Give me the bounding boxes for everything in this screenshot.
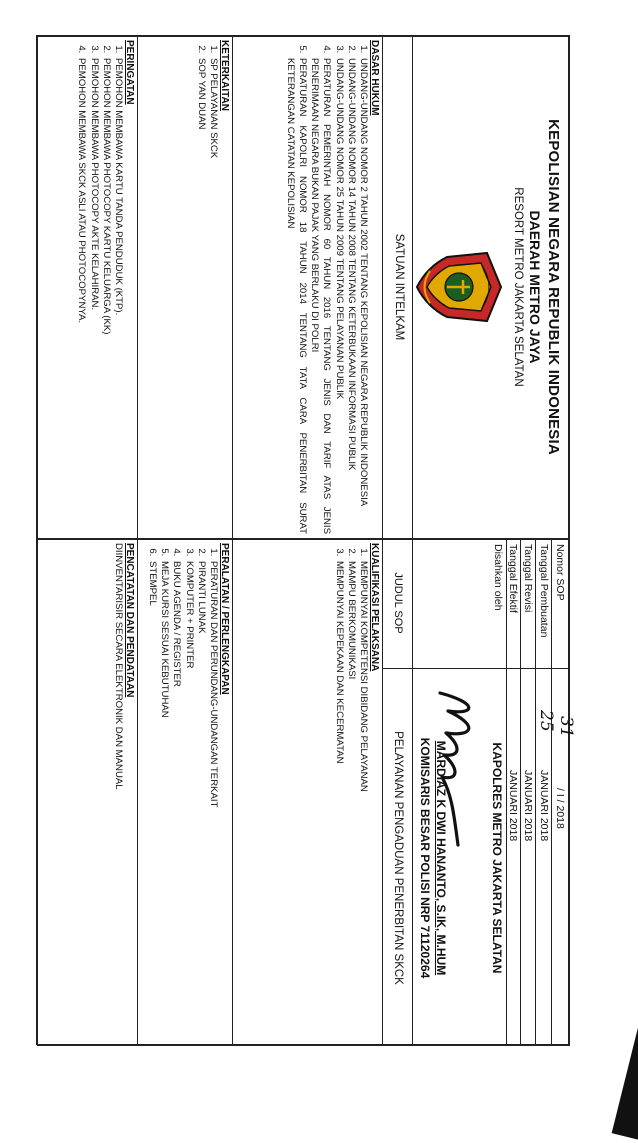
peringatan-item: 2. PEMOHON MEMBAWA PHOTOCOPY KARTU KELUARGA (KK) — [100, 56, 112, 534]
dasar-hukum-item: 3. UNDANG-UNDANG NOMOR 25 TAHUN 2009 TENTANG PELAYANAN PUBLIK — [332, 56, 344, 534]
dasar-hukum-item: 1. UNDANG-UNDANG NOMOR 2 TAHUN 2002 TENTANG KEPOLISIAN NEGARA REPUBLIK INDONESIA — [357, 56, 369, 534]
table-center-divider — [37, 538, 570, 540]
peralatan-item: 4. BUKU AGENDA / REGISTER — [170, 559, 182, 1039]
region-title: DAERAH METRO JAYA — [527, 210, 543, 364]
pencatatan-heading: PENCATATAN DAN PENDATAAN — [124, 543, 135, 698]
peringatan-item: 4. PEMOHON MEMBAWA SKCK ASLI ATAU PHOTOCOPYNYA. — [75, 56, 87, 534]
peringatan-item: 3. PEMOHON MEMBAWA PHOTOCOPY AKTE KELAHIRAN. — [87, 56, 99, 534]
kualifikasi-item: 3. MEMPUNYAI KEPEKAAN DAN KECERMATAN — [332, 559, 344, 1039]
meta-value-tanggal-pembuatan: JANUARI 2018 — [538, 770, 550, 842]
peringatan-item: 1. PEMOHON MEMBAWA KARTU TANDA PENDUDUK (KTP). — [112, 56, 124, 534]
meta-handwritten-day: 25 — [536, 710, 556, 732]
meta-label-tanggal-efektif: Tanggal Efektif — [507, 544, 519, 613]
meta-label-tanggal-pembuatan: Tanggal Pembuatan — [538, 544, 550, 638]
keterkaitan-list — [195, 40, 219, 534]
signer-name: MARDIAZ K DWI HANANTO, S.IK, M.HUM — [434, 740, 448, 976]
meta-value-disahkan-oleh: KAPOLRES METRO JAKARTA SELATAN — [490, 742, 504, 974]
peralatan-heading: PERALATAN / PERLENGKAPAN — [219, 543, 230, 695]
kualifikasi-section — [332, 543, 380, 1039]
peralatan-item: 3. KOMPUTER + PRINTER — [182, 559, 194, 1039]
keterkaitan-heading: KETERKAITAN — [219, 40, 230, 111]
resort-title: RESORT METRO JAKARTA SELATAN — [512, 187, 524, 387]
dasar-hukum-list — [284, 40, 369, 534]
divider-judul-kualifikasi — [382, 538, 383, 1045]
meta-value-tanggal-revisi: JANUARI 2018 — [522, 770, 534, 842]
meta-value-nomor-sop: / I / 2018 — [554, 788, 566, 829]
pencatatan-section — [112, 543, 135, 1039]
keterkaitan-item: 1. SP PELAYANAN SKCK — [207, 56, 219, 534]
meta-label-disahkan-oleh: Disahkan oleh — [492, 544, 504, 611]
peralatan-section — [146, 543, 230, 1039]
peralatan-item: 5. MEJA KURSI SESUAI KEBUTUHAN — [158, 559, 170, 1039]
divider-kualifikasi-peralatan — [232, 538, 233, 1045]
police-emblem-logo — [415, 247, 505, 327]
divider-peralatan-pencatatan — [137, 538, 138, 1045]
divider-dasar-keterkaitan — [232, 35, 233, 539]
meta-handwritten-number: 31 — [556, 716, 576, 738]
divider-meta-2 — [535, 538, 536, 1045]
unit-title: SATUAN INTELKAM — [393, 233, 405, 341]
divider-meta-1 — [551, 538, 552, 1045]
table-border-bottom — [37, 35, 39, 1045]
dasar-hukum-section — [284, 40, 380, 534]
dasar-hukum-heading: DASAR HUKUM — [369, 40, 380, 116]
meta-label-tanggal-revisi: Tanggal Revisi — [522, 544, 534, 613]
institution-title: KEPOLISIAN NEGARA REPUBLIK INDONESIA — [545, 119, 562, 455]
divider-header-unit — [412, 35, 413, 539]
table-border-left — [37, 35, 570, 37]
pencatatan-text: DIINVENTARISIR SECARA ELEKTRONIK DAN MANUAL — [113, 543, 124, 790]
signer-rank: KOMISARIS BESAR POLISI NRP 71120264 — [418, 737, 432, 979]
divider-meta-3 — [520, 538, 521, 1045]
peringatan-section — [75, 40, 135, 534]
table-border-right — [37, 1044, 570, 1046]
meta-label-nomor-sop: Nomor SOP — [554, 544, 566, 601]
peralatan-item: 2. PIRANTI LUNAK — [195, 559, 207, 1039]
scan-edge-shadow — [612, 997, 638, 1143]
keterkaitan-item: 2. SOP YAN DUAN — [195, 56, 207, 534]
kualifikasi-item: 2. MAMPU BERKOMUNIKASI — [345, 559, 357, 1039]
judul-sop-value: PELAYANAN PENGADUAN PENERBITAN SKCK — [392, 731, 404, 985]
divider-meta-judul — [412, 538, 413, 1045]
judul-sop-label: JUDUL SOP — [392, 572, 404, 634]
meta-value-tanggal-efektif: JANUARI 2018 — [507, 770, 519, 842]
peralatan-item: 1. PERATURAN DAN PERUNDANG-UNDANGAN TERKAIT — [207, 559, 219, 1039]
keterkaitan-section — [195, 40, 230, 534]
dasar-hukum-item: 4. PERATURAN PEMERINTAH NOMOR 60 TAHUN 2016 TENTANG JENIS DAN TARIF ATAS JENIS PENERIMAAN NEGARA BUKAN PAJAK YANG BERLAKU DI POLRI — [308, 56, 332, 534]
divider-keterkaitan-peringatan — [137, 35, 138, 539]
judul-label-divider — [382, 668, 413, 669]
peringatan-heading: PERINGATAN — [124, 40, 135, 105]
police-emblem-icon — [415, 247, 505, 327]
meta-label-divider — [412, 668, 570, 669]
table-border-top — [569, 35, 571, 1045]
dasar-hukum-item: 2. UNDANG-UNDANG NOMOR 14 TAHUN 2008 TENTANG KETERBUKAAN INFORMASI PUBLIK — [345, 56, 357, 534]
peringatan-list — [75, 40, 124, 534]
peralatan-list — [146, 543, 219, 1039]
peralatan-item: 6. STEMPEL — [146, 559, 158, 1039]
kualifikasi-item: 1. MEMPUNYAI KOMPETENSI DIBIDANG PELAYANAN — [357, 559, 369, 1039]
kualifikasi-heading: KUALIFIKASI PELAKSANA — [369, 543, 380, 672]
kualifikasi-list — [332, 543, 369, 1039]
divider-unit-dasar — [382, 35, 383, 539]
dasar-hukum-item: 5. PERATURAN KAPOLRI NOMOR 18 TAHUN 2014 TENTANG TATA CARA PENERBITAN SURAT KETERANGAN CATATAN KEPOLISIAN — [284, 56, 308, 534]
